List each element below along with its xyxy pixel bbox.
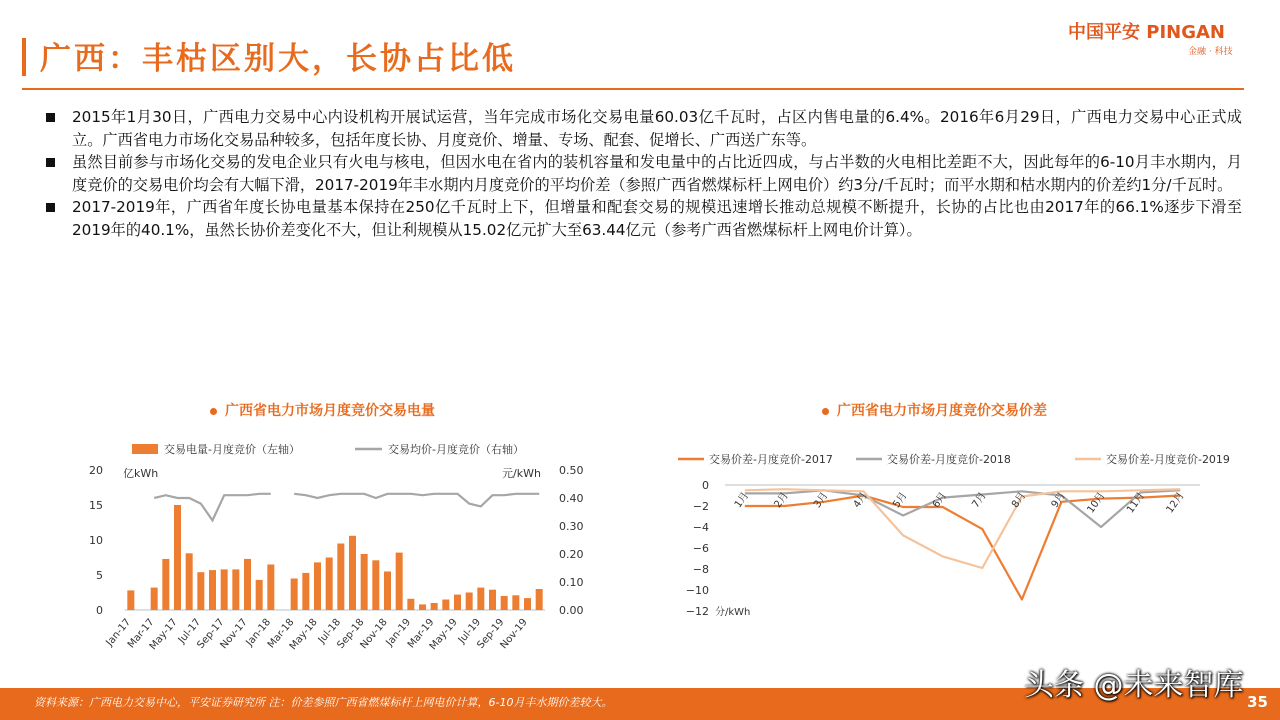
page-title: 广西：丰枯区别大，长协占比低 [40, 41, 516, 77]
bar [337, 544, 344, 611]
y-tick: −12 [685, 605, 709, 618]
bar [442, 600, 449, 611]
x-tick: Jan-17 [104, 616, 134, 649]
y-axis-left-unit: 亿kWh [123, 467, 159, 480]
bar [512, 595, 519, 610]
x-tick: 11月 [1125, 490, 1148, 516]
volume-chart [80, 430, 600, 675]
bar [314, 562, 321, 610]
bar [524, 598, 531, 610]
bullet-item: 2015年1月30日，广西电力交易中心内设机构开展试运营，当年完成市场化交易电量60.03亿千瓦时，占区内售电量的6.4%。2016年6月29日，广西电力交易中心正式成立。广西省电力市场化交易品种较多，包括年度长协、月度竞价、增量、专场、配套、促增长、广西送广东等。 [42, 106, 1242, 151]
y-tick-right: 0.20 [559, 548, 584, 561]
y-tick-left: 15 [89, 499, 103, 512]
bar [384, 572, 391, 611]
legend-label: 交易电量-月度竞价（左轴） [164, 443, 300, 456]
x-tick: 10月 [1085, 490, 1108, 516]
x-tick: 8月 [1009, 490, 1029, 511]
logo-tagline: 金融 · 科技 [1188, 47, 1233, 57]
y-axis-unit: 分/kWh [715, 607, 751, 618]
bullet-dot-icon [210, 408, 217, 415]
title-divider [22, 88, 1244, 90]
bar [302, 573, 309, 610]
bar [151, 588, 158, 610]
y-tick-left: 0 [96, 604, 103, 617]
legend-label: 交易价差-月度竞价-2017 [709, 453, 833, 466]
bullet-list [42, 106, 1242, 242]
price-spread-chart [660, 440, 1240, 625]
bar [419, 604, 426, 610]
x-tick: Sep-17 [195, 616, 227, 651]
bullet-item: 虽然目前参与市场化交易的发电企业只有火电与核电，但因水电在省内的装机容量和发电量中的占比近四成，与占半数的火电相比差距不大，因此每年的6-10月丰水期内，月度竞价的交易电价均会有大幅下滑，2017-2019年丰水期内月度竞价的平均价差（参照广西省燃煤标杆上网电价）约3分/千瓦时；而平水期和枯水期内的价差约1分/千瓦时。 [42, 151, 1242, 196]
bar [326, 558, 333, 611]
watermark: 头条 @未来智库 [1024, 668, 1244, 703]
x-tick: 4月 [851, 490, 870, 511]
bar [372, 560, 379, 610]
spread-line [745, 489, 1180, 568]
x-tick: Mar-18 [265, 616, 297, 651]
y-tick: −4 [692, 521, 709, 534]
y-tick: −8 [692, 563, 709, 576]
bar [209, 570, 216, 610]
x-tick: Jul-19 [456, 616, 484, 646]
y-tick: −6 [692, 542, 709, 555]
x-tick: 9月 [1049, 490, 1068, 511]
x-tick: 1月 [732, 490, 752, 511]
bar [221, 569, 228, 610]
x-tick: May-17 [147, 616, 180, 653]
y-tick-right: 0.10 [559, 576, 584, 589]
bar [454, 595, 461, 610]
bar [396, 553, 403, 610]
bar [267, 565, 274, 611]
x-tick: Mar-17 [125, 616, 157, 651]
x-tick: Jul-17 [176, 616, 204, 646]
legend-label: 交易均价-月度竞价（右轴） [388, 443, 524, 456]
y-tick-right: 0.50 [559, 464, 584, 477]
y-tick: −10 [685, 584, 709, 597]
bullet-item: 2017-2019年，广西省年度长协电量基本保持在250亿千瓦时上下，但增量和配套交易的规模迅速增长推动总规模不断提升，长协的占比也由2017年的66.1%逐步下滑至2019年的40.1%，虽然长协价差变化不大，但让利规模从15.02亿元扩大至63.44亿元（参考广西省燃煤标杆上网电价计算）。 [42, 196, 1242, 241]
bar [291, 579, 298, 611]
y-tick-right: 0.40 [559, 492, 584, 505]
right-chart-title-text: 广西省电力市场月度竞价交易价差 [837, 403, 1047, 419]
bar [361, 554, 368, 610]
x-tick: 2月 [772, 490, 791, 511]
y-tick-right: 0.30 [559, 520, 584, 533]
x-tick: 5月 [891, 490, 910, 511]
x-tick: Sep-18 [335, 616, 367, 651]
bar [127, 590, 134, 610]
bar [349, 536, 356, 610]
y-tick-left: 10 [89, 534, 103, 547]
x-tick: Mar-19 [405, 616, 437, 651]
x-tick: 6月 [930, 490, 950, 511]
left-chart-title-text: 广西省电力市场月度竞价交易电量 [225, 403, 435, 419]
x-tick: May-18 [287, 616, 320, 653]
bar [489, 590, 496, 610]
source-note: 资料来源：广西电力交易中心，平安证券研究所 注：价差参照广西省燃煤标杆上网电价计算，6-10月丰水期价差较大。 [34, 696, 613, 709]
x-tick: Jan-18 [244, 616, 274, 649]
y-tick-left: 20 [89, 464, 103, 477]
bar [244, 559, 251, 610]
x-tick: May-19 [427, 616, 460, 653]
x-tick: Jan-19 [384, 616, 414, 649]
legend-label: 交易价差-月度竞价-2019 [1106, 453, 1230, 466]
x-tick: Sep-19 [475, 616, 507, 651]
bar [431, 603, 438, 610]
x-tick: Nov-18 [358, 616, 390, 652]
bar [256, 580, 263, 610]
x-tick: Nov-19 [498, 616, 530, 652]
pingan-logo [1058, 18, 1268, 58]
bar [186, 553, 193, 610]
right-chart-title [822, 400, 1047, 420]
title-accent-bar [22, 38, 26, 76]
x-tick: 3月 [812, 490, 831, 511]
bar [407, 599, 414, 610]
page-number: 35 [1247, 693, 1268, 711]
bar [174, 505, 181, 610]
bar [197, 572, 204, 610]
y-tick-right: 0.00 [559, 604, 584, 617]
left-chart-title [210, 400, 435, 420]
spread-line [745, 496, 1180, 600]
bar [501, 596, 508, 610]
y-tick-left: 5 [96, 569, 103, 582]
x-tick: Jul-18 [316, 616, 344, 646]
x-tick: Nov-17 [218, 616, 250, 652]
bar [232, 569, 239, 610]
bar [477, 588, 484, 610]
logo-main-text: 中国平安 PINGAN [1068, 22, 1225, 43]
legend-swatch-bar [132, 444, 158, 454]
bullet-dot-icon [822, 408, 829, 415]
y-tick: −2 [692, 500, 709, 513]
y-tick: 0 [702, 479, 709, 492]
price-line [154, 494, 539, 521]
spread-line [745, 490, 1180, 527]
x-tick: 7月 [970, 490, 989, 511]
bar [162, 559, 169, 610]
y-axis-right-unit: 元/kWh [502, 467, 541, 480]
bar [536, 589, 543, 610]
x-tick: 12月 [1164, 490, 1187, 516]
legend-label: 交易价差-月度竞价-2018 [887, 453, 1011, 466]
bar [466, 593, 473, 611]
